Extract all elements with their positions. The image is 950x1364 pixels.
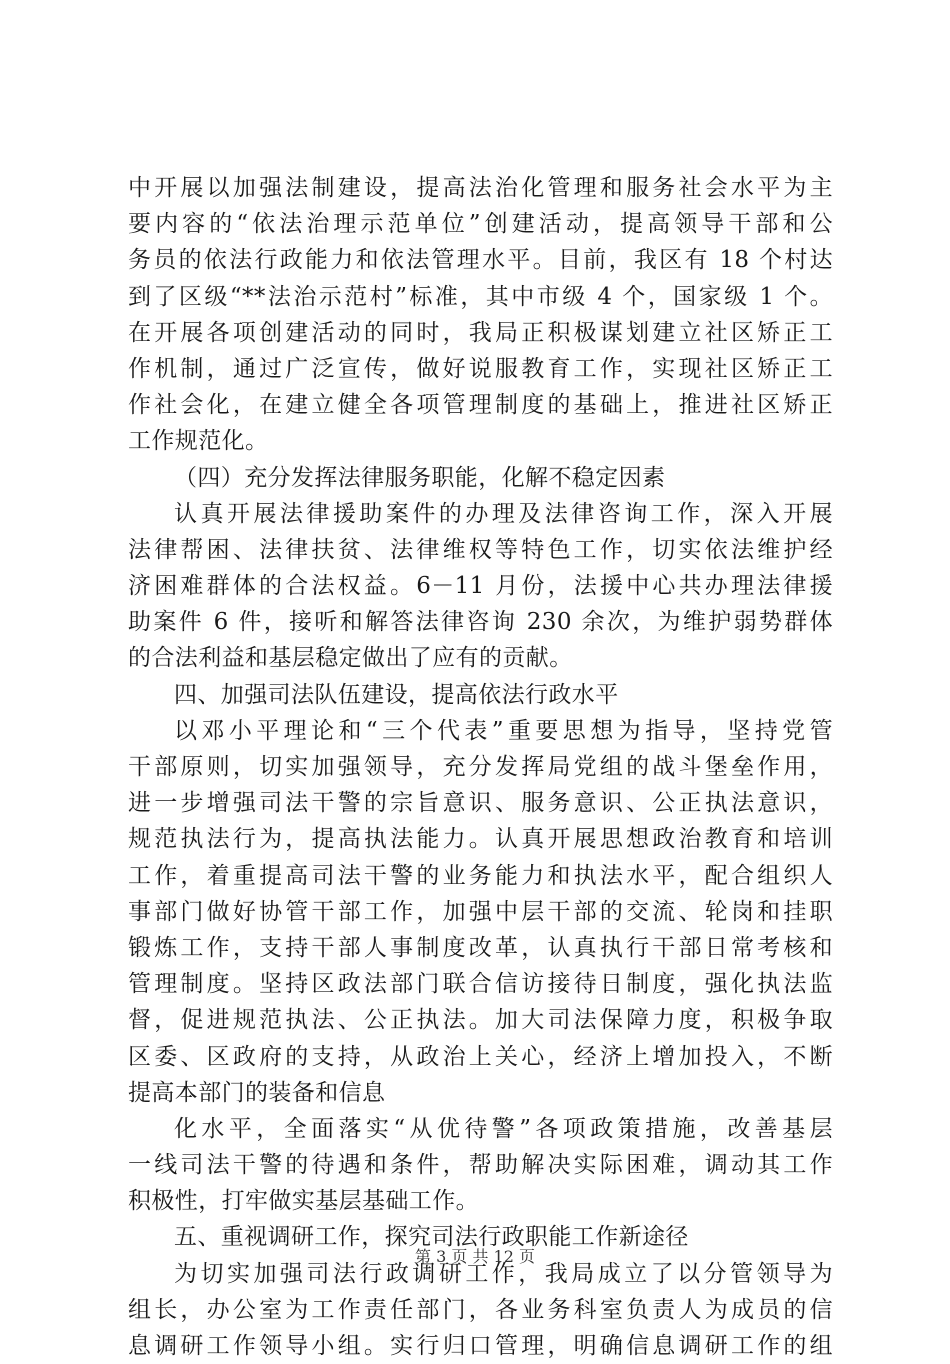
text-line: 济困难群体的合法权益。6－11 月份，法援中心共办理法律援 xyxy=(128,573,833,600)
text-line: 一线司法干警的待遇和条件，帮助解决实际困难，调动其工作 xyxy=(128,1152,833,1179)
text-line: 中开展以加强法制建设，提高法治化管理和服务社会水平为主 xyxy=(128,175,833,201)
section-heading: 五、重视调研工作，探究司法行政职能工作新途径 xyxy=(174,1224,689,1251)
text-line: 规范执法行为，提高执法能力。认真开展思想政治教育和培训 xyxy=(128,826,833,853)
text-line: 在开展各项创建活动的同时，我局正积极谋划建立社区矫正工 xyxy=(128,319,833,346)
text-line: 督，促进规范执法、公正执法。加大司法保障力度，积极争取 xyxy=(128,1007,833,1034)
text-line: 的合法利益和基层稳定做出了应有的贡献。 xyxy=(128,645,573,672)
text-line: 助案件 6 件，接听和解答法律咨询 230 余次，为维护弱势群体 xyxy=(128,609,833,636)
section-heading: （四）充分发挥法律服务职能，化解不稳定因素 xyxy=(174,464,666,491)
text-line: 提高本部门的装备和信息 xyxy=(128,1079,386,1106)
text-line: 工作规范化。 xyxy=(128,428,269,455)
text-line: 干部原则，切实加强领导，充分发挥局党组的战斗堡垒作用， xyxy=(128,754,833,780)
text-line: 法律帮困、法律扶贫、法律维权等特色工作，切实依法维护经 xyxy=(128,536,833,563)
text-line: 区委、区政府的支持，从政治上关心，经济上增加投入，不断 xyxy=(128,1043,833,1070)
text-line: 要内容的“依法治理示范单位”创建活动，提高领导干部和公 xyxy=(128,211,833,238)
text-line: 作社会化，在建立健全各项管理制度的基础上，推进社区矫正 xyxy=(128,392,833,419)
text-line: 化水平，全面落实“从优待警”各项政策措施，改善基层 xyxy=(174,1115,833,1142)
text-line: 作机制，通过广泛宣传，做好说服教育工作，实现社区矫正工 xyxy=(128,355,833,382)
section-heading: 四、加强司法队伍建设，提高依法行政水平 xyxy=(174,681,619,708)
text-line: 到了区级“**法治示范村”标准，其中市级 4 个，国家级 1 个。 xyxy=(128,283,833,310)
text-line: 进一步增强司法干警的宗旨意识、服务意识、公正执法意识， xyxy=(128,790,833,817)
text-line: 组长，办公室为工作责任部门，各业务科室负责人为成员的信 xyxy=(128,1296,833,1323)
page-footer: 第 3 页 共 12 页 xyxy=(415,1247,535,1266)
text-line: 锻炼工作，支持干部人事制度改革，认真执行干部日常考核和 xyxy=(128,934,833,961)
text-line: 事部门做好协管干部工作，加强中层干部的交流、轮岗和挂职 xyxy=(128,898,833,925)
text-line: 管理制度。坚持区政法部门联合信访接待日制度，强化执法监 xyxy=(128,971,833,998)
text-line: 认真开展法律援助案件的办理及法律咨询工作，深入开展 xyxy=(174,500,833,527)
text-line: 工作，着重提高司法干警的业务能力和执法水平，配合组织人 xyxy=(128,862,833,889)
text-line: 务员的依法行政能力和依法管理水平。目前，我区有 18 个村达 xyxy=(128,247,833,274)
text-line: 息调研工作领导小组。实行归口管理，明确信息调研工作的组 xyxy=(128,1333,833,1359)
document-body xyxy=(128,170,833,1364)
text-line: 为切实加强司法行政调研工作，我局成立了以分管领导为 xyxy=(174,1260,833,1287)
text-line: 以邓小平理论和“三个代表”重要思想为指导，坚持党管 xyxy=(174,717,833,744)
text-line: 积极性，打牢做实基层基础工作。 xyxy=(128,1188,479,1215)
